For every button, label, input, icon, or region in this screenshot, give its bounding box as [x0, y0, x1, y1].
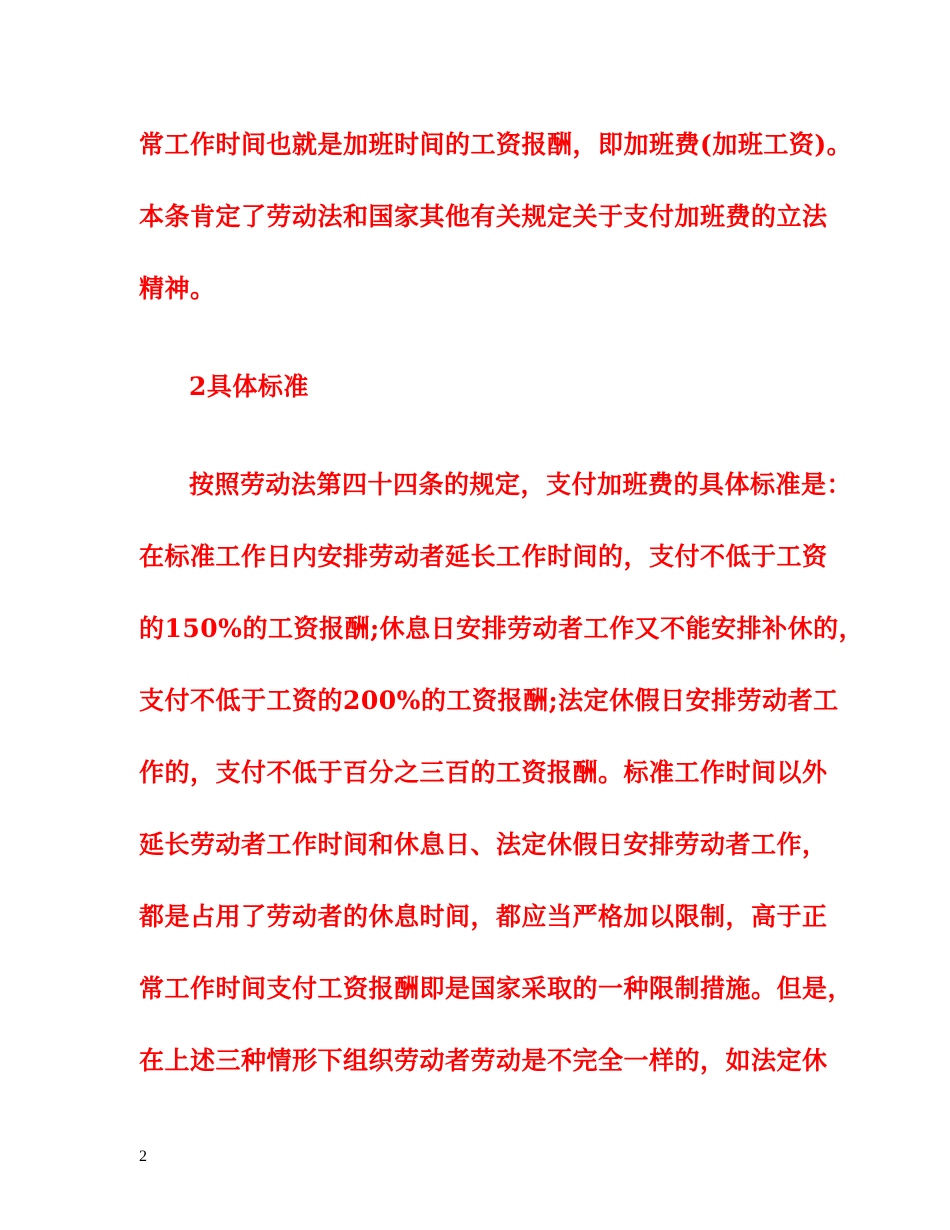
text-line: 在标准工作日内安排劳动者延长工作时间的，支付不低于工资: [139, 542, 828, 571]
text-line: 的150%的工资报酬;休息日安排劳动者工作又不能安排补休的，: [139, 614, 865, 643]
text-line: 精神。: [139, 274, 216, 303]
text-line: 支付不低于工资的200%的工资报酬;法定休假日安排劳动者工: [139, 686, 839, 715]
text-line: 作的，支付不低于百分之三百的工资报酬。标准工作时间以外: [139, 758, 828, 787]
text-line: 按照劳动法第四十四条的规定，支付加班费的具体标准是：: [189, 470, 853, 499]
text-line: 延长劳动者工作时间和休息日、法定休假日安排劳动者工作，: [139, 830, 828, 859]
text-line: 常工作时间支付工资报酬即是国家采取的一种限制措施。但是，: [139, 974, 854, 1003]
page-number: 2: [139, 1148, 147, 1165]
text-line: 常工作时间也就是加班时间的工资报酬，即加班费(加班工资)。: [139, 130, 853, 159]
text-line: 都是占用了劳动者的休息时间，都应当严格加以限制，高于正: [139, 902, 828, 931]
section-heading: 2具体标准: [189, 372, 309, 401]
text-line: 在上述三种情形下组织劳动者劳动是不完全一样的，如法定休: [139, 1046, 828, 1075]
text-line: 本条肯定了劳动法和国家其他有关规定关于支付加班费的立法: [139, 202, 828, 231]
